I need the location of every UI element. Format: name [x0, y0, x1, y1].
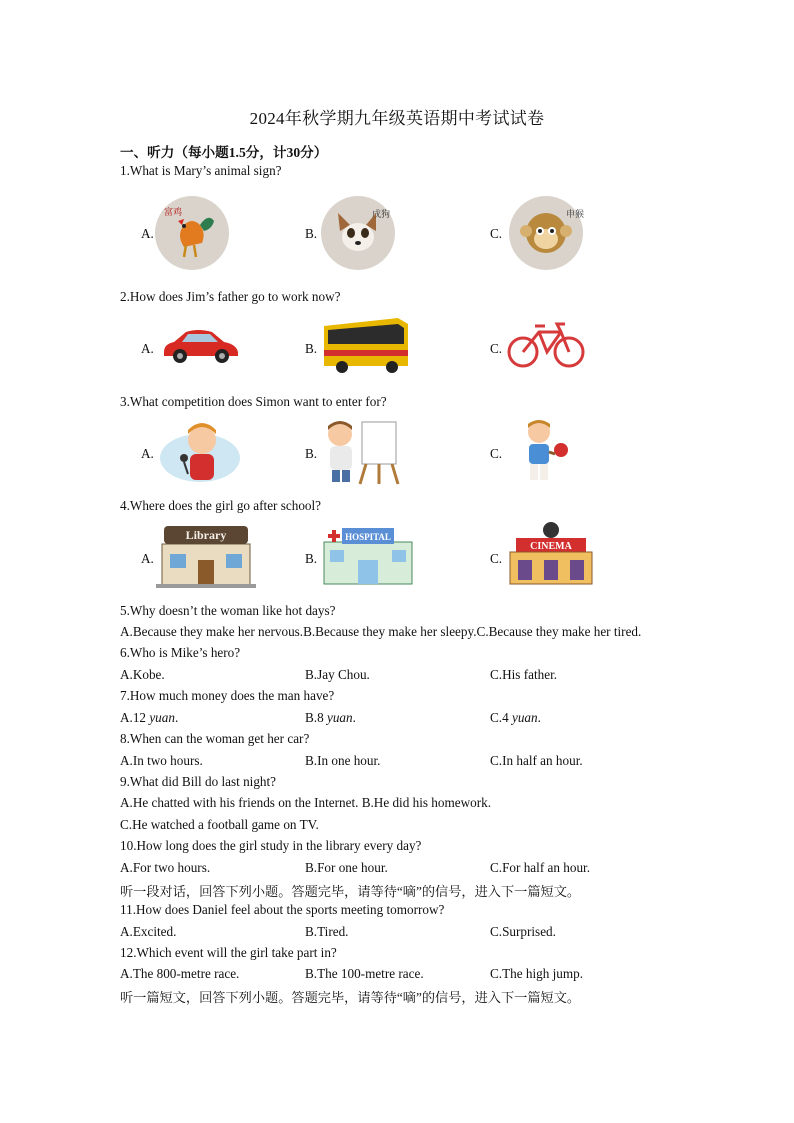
library-building-icon: [156, 522, 256, 588]
question-6: 6.Who is Mike’s hero?: [120, 645, 241, 660]
q4-option-c-letter: C.: [490, 551, 503, 566]
question-8: 8.When can the woman get her car?: [120, 731, 310, 746]
q6-option-b: B.Jay Chou.: [305, 667, 370, 682]
q8-option-a: A.In two hours.: [120, 753, 203, 768]
cinema-sign: CINEMA: [530, 541, 572, 552]
question-10: 10.How long does the girl study in the library every day?: [120, 838, 422, 853]
q8-option-b: B.In one hour.: [305, 753, 381, 768]
q8-option-c: C.In half an hour.: [490, 753, 583, 768]
q12-option-a: A.The 800-metre race.: [120, 966, 240, 981]
hospital-sign: HOSPITAL: [345, 532, 391, 542]
question-2: 2.How does Jim’s father go to work now?: [120, 289, 341, 304]
q6-option-a: A.Kobe.: [120, 667, 165, 682]
library-sign: Library: [185, 528, 227, 542]
question-5: 5.Why doesn’t the woman like hot days?: [120, 603, 336, 618]
rooster-seal-label: 富鸡: [164, 207, 183, 217]
question-3: 3.What competition does Simon want to enter for?: [120, 394, 387, 409]
section-listening-heading: 一、听力（每小题1.5分，计30分）: [120, 145, 328, 160]
question-1: 1.What is Mary’s animal sign?: [120, 163, 282, 178]
singing-boy-icon: [158, 418, 242, 484]
q10-option-b: B.For one hour.: [305, 860, 388, 875]
monkey-icon: [508, 195, 584, 271]
q1-option-c-letter: C.: [490, 226, 503, 241]
q7-option-b: B.8 yuan.: [305, 710, 356, 725]
q7-option-a: A.12 yuan.: [120, 710, 179, 725]
cinema-building-icon: [506, 520, 596, 588]
car-icon: [158, 322, 242, 366]
q2-option-b-letter: B.: [305, 341, 318, 356]
q5-options: A.Because they make her nervous.B.Because they make her sleepy.C.Because they make her tired.: [120, 624, 642, 639]
q3-option-b-letter: B.: [305, 446, 318, 461]
ping-pong-boy-icon: [515, 416, 575, 486]
question-12: 12.Which event will the girl take part in?: [120, 945, 337, 960]
bicycle-icon: [505, 318, 587, 370]
q11-option-a: A.Excited.: [120, 924, 177, 939]
dog-icon: [320, 195, 396, 271]
question-9: 9.What did Bill do last night?: [120, 774, 277, 789]
bus-icon: [318, 314, 412, 374]
q11-option-c: C.Surprised.: [490, 924, 556, 939]
q1-option-b-letter: B.: [305, 226, 318, 241]
q6-option-c: C.His father.: [490, 667, 558, 682]
q4-option-a-letter: A.: [141, 551, 154, 566]
q9-options-ab: A.He chatted with his friends on the Internet. B.He did his homework.: [120, 795, 492, 810]
q3-option-a-letter: A.: [141, 446, 154, 461]
monkey-seal-label: 申猴: [566, 209, 584, 219]
q10-option-a: A.For two hours.: [120, 860, 211, 875]
dog-seal-label: 戌狗: [372, 209, 391, 219]
question-4: 4.Where does the girl go after school?: [120, 498, 322, 513]
q12-option-c: C.The high jump.: [490, 966, 584, 981]
q2-option-c-letter: C.: [490, 341, 503, 356]
painting-boy-icon: [318, 416, 402, 486]
q11-option-b: B.Tired.: [305, 924, 349, 939]
q2-option-a-letter: A.: [141, 341, 154, 356]
q4-option-b-letter: B.: [305, 551, 318, 566]
q1-option-a-letter: A.: [141, 226, 154, 241]
hospital-building-icon: [320, 524, 416, 586]
instruction-passage: 听一篇短文，回答下列小题。答题完毕，请等待“嘀”的信号，进入下一篇短文。: [120, 990, 581, 1005]
rooster-icon: [154, 195, 230, 271]
instruction-dialogue: 听一段对话，回答下列小题。答题完毕，请等待“嘀”的信号，进入下一篇短文。: [120, 884, 581, 899]
q10-option-c: C.For half an hour.: [490, 860, 590, 875]
question-11: 11.How does Daniel feel about the sports meeting tomorrow?: [120, 902, 445, 917]
exam-title: 2024年秋学期九年级英语期中考试试卷: [249, 109, 545, 128]
q12-option-b: B.The 100-metre race.: [305, 966, 424, 981]
q7-option-c: C.4 yuan.: [490, 710, 541, 725]
q9-option-c: C.He watched a football game on TV.: [120, 817, 319, 832]
q3-option-c-letter: C.: [490, 446, 503, 461]
question-7: 7.How much money does the man have?: [120, 688, 335, 703]
